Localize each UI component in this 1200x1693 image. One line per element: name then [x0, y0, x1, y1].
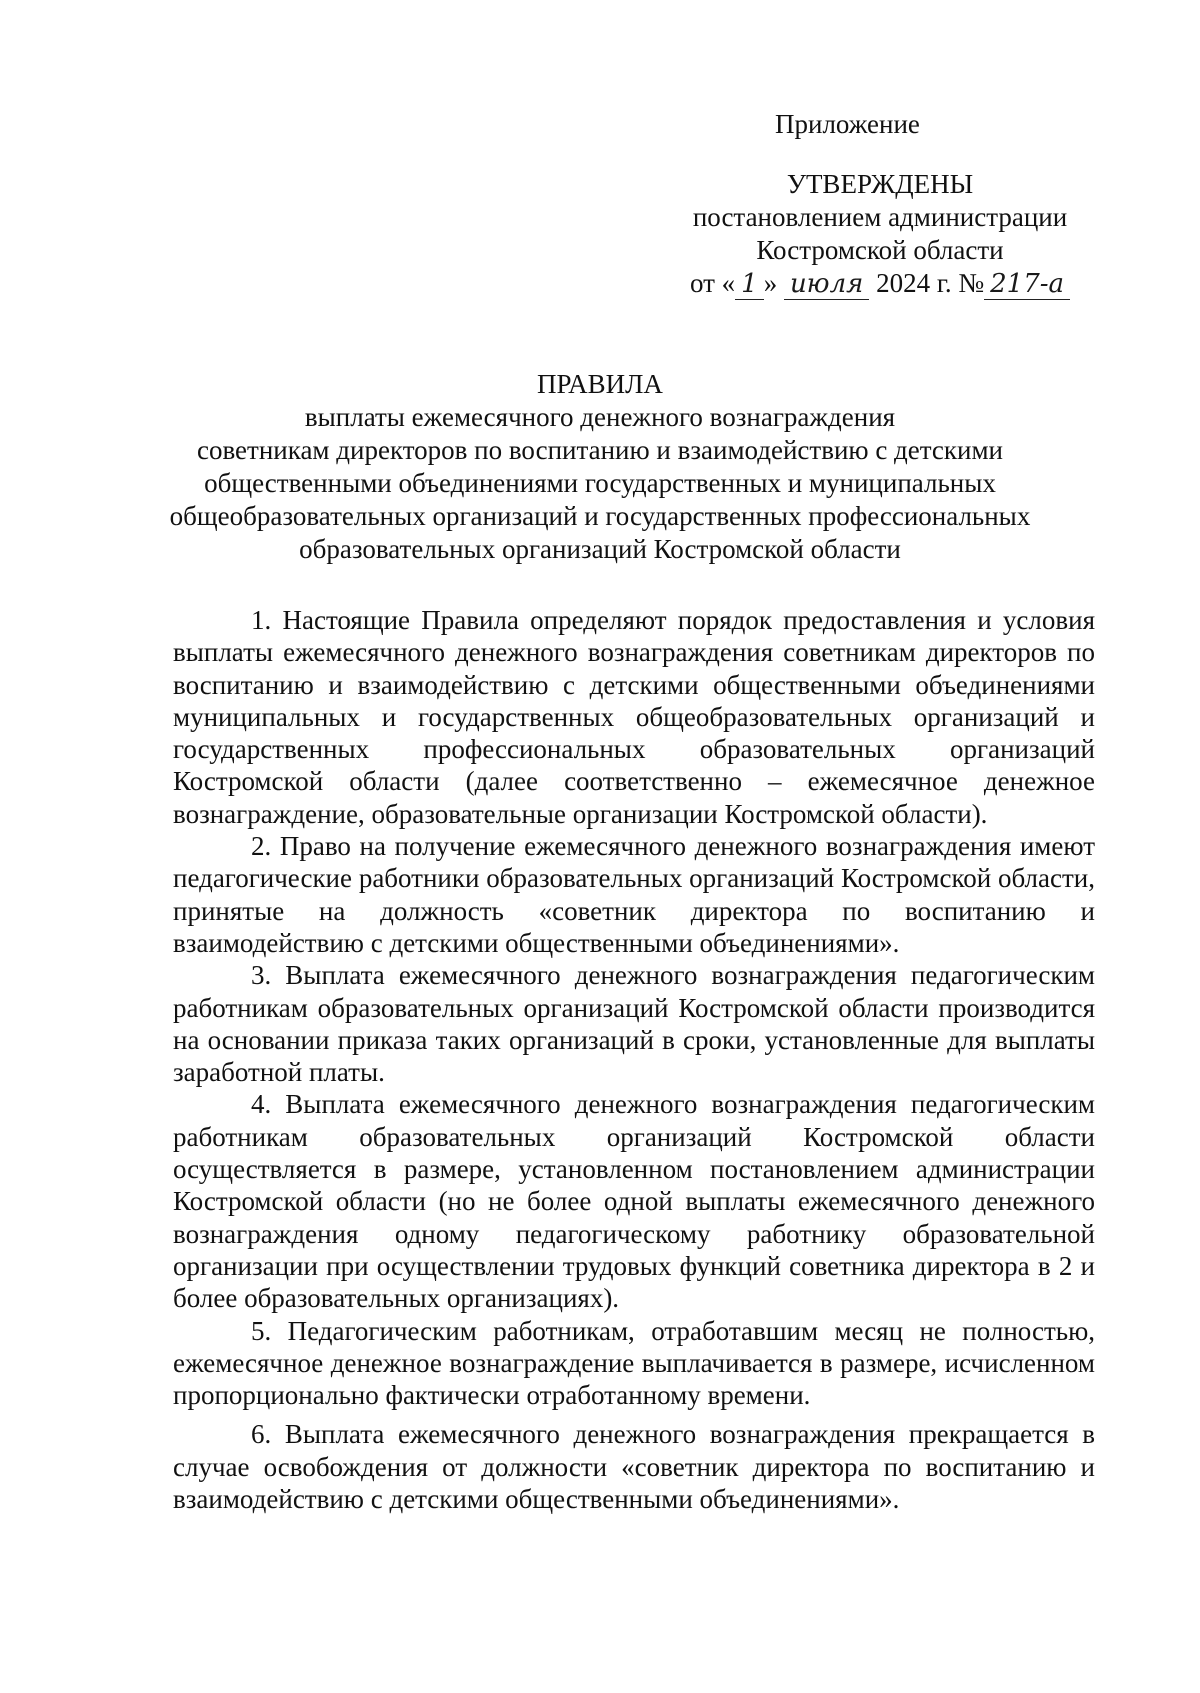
- date-year: 2024 г. №: [876, 268, 985, 298]
- approval-date-line: [600, 267, 1160, 301]
- approval-line-1: постановлением администрации: [692, 202, 1068, 232]
- paragraph-2: 2. Право на получение ежемесячного денежного вознаграждения имеют педагогические работники образовательных организаций Костромской области, принятые на должность «советник директора по воспитанию и взаимодействию с детскими общественными объединениями».: [173, 831, 1095, 958]
- title-line: общеобразовательных организаций и государственных профессиональных: [169, 501, 1031, 531]
- appendix-label: Приложение: [775, 109, 920, 139]
- paragraph-5: 5. Педагогическим работникам, отработавшим месяц не полностью, ежемесячное денежное вознаграждение выплачивается в размере, исчисленном пропорционально фактически отработанному времени.: [173, 1315, 1095, 1411]
- handwritten-day: 1: [735, 269, 764, 300]
- paragraph-3: 3. Выплата ежемесячного денежного вознаграждения педагогическим работникам образовательных организаций Костромской области производится на основании приказа таких организаций в сроки, установленные для выплаты заработной платы.: [173, 960, 1095, 1088]
- document-title: [150, 368, 1050, 566]
- title-line: выплаты ежемесячного денежного вознаграждения: [304, 402, 896, 432]
- paragraph-6: 6. Выплата ежемесячного денежного вознаграждения прекращается в случае освобождения от должности «советник директора по воспитанию и взаимодействию с детскими общественными объединениями».: [173, 1419, 1095, 1515]
- document-body: [173, 604, 1095, 1515]
- approved-heading: УТВЕРЖДЕНЫ: [786, 169, 974, 199]
- title-line: образовательных организаций Костромской области: [299, 534, 901, 564]
- date-prefix: от «: [689, 268, 736, 298]
- handwritten-month: июля: [784, 269, 869, 300]
- approval-stamp-block: [600, 108, 1160, 301]
- paragraph-4: 4. Выплата ежемесячного денежного вознаграждения педагогическим работникам образовательных организаций Костромской области осуществляется в размере, установленном постановлением администрации Костромской области (но не более одной выплаты ежемесячного денежного вознаграждения одному педагогическому работнику образовательной организации при осуществлении трудовых функций советника директора в 2 и более образовательных организациях).: [173, 1089, 1095, 1314]
- title-line: общественными объединениями государственных и муниципальных: [204, 468, 996, 498]
- title-heading: ПРАВИЛА: [537, 369, 663, 399]
- date-mid: »: [763, 268, 778, 298]
- approval-line-2: Костромской области: [756, 235, 1004, 265]
- paragraph-1: 1. Настоящие Правила определяют порядок предоставления и условия выплаты ежемесячного денежного вознаграждения советникам директоров по воспитанию и взаимодействию с детскими общественными объединениями муниципальных и государственных общеобразовательных организаций и государственных профессиональных образовательных организаций Костромской области (далее соответственно – ежемесячное денежное вознаграждение, образовательные организации Костромской области).: [173, 605, 1095, 829]
- handwritten-doc-number: 217-а: [984, 269, 1070, 300]
- title-line: советникам директоров по воспитанию и взаимодействию с детскими: [196, 435, 1003, 465]
